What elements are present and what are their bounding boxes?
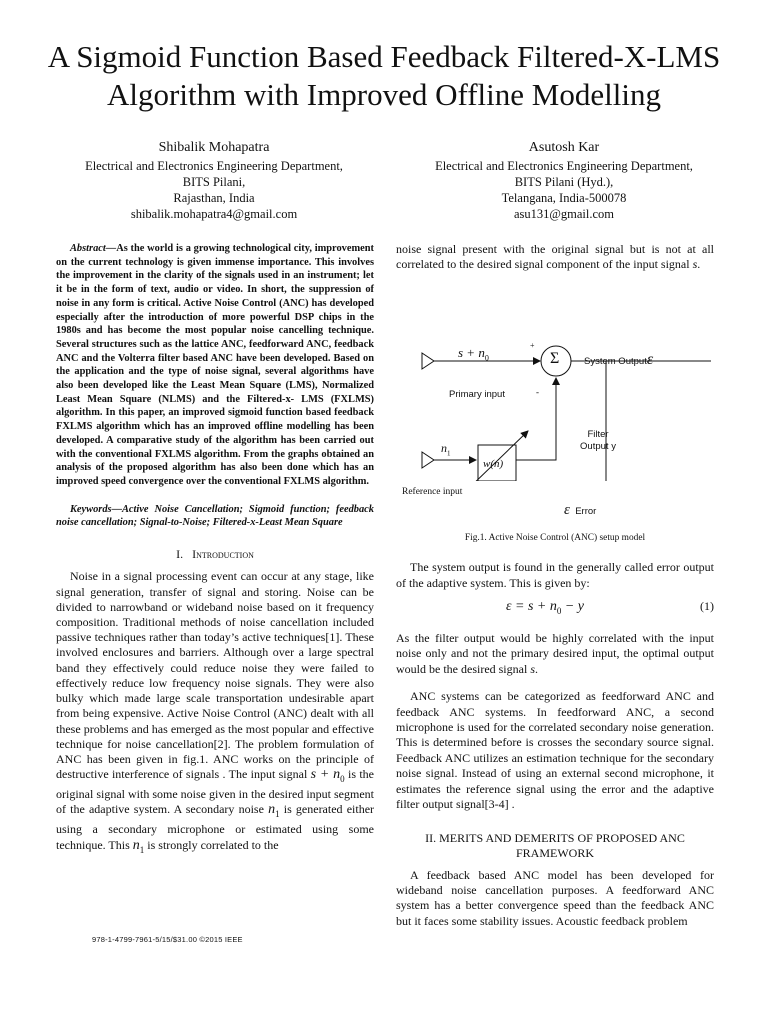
fig-filter-output-label <box>568 429 628 453</box>
section2-paragraph: A feedback based ANC model has been developed for wideband noise cancellation purposes. A feedforward ANC system has a better convergence speed than the feedback ANC but it faces some stability issues. Acoustic feedback problem <box>396 867 714 928</box>
fig-input-sub: 0 <box>484 353 489 363</box>
continuation-text: noise signal present with the original signal but is not at all correlated to the desired signal component of the input signal <box>396 242 714 272</box>
symbol-s: s <box>692 257 698 272</box>
symbol-n: n <box>268 802 276 818</box>
fig-input-text: s + n <box>458 344 485 360</box>
fig-filter-label: w(n) <box>483 457 504 470</box>
intro-text-d: is strongly correlated to the <box>147 837 279 852</box>
intro-text-a: Noise in a signal processing event can occur at any stage, like signal generation, transfer of signal and storing. Noise can be divided to narrowband or wideband noise based on it frequency composition. Traditional methods of noise cancellation included passive techniques rather than today’s active techniques[1]. These involved enclosures and barriers. Although over a large spectral band they effectively could reduce noise they were failed to effectively reduce low frequency noise signals. They were also bulky which made large scale transportation undesirable apart from being expensive. Active Noise Control (ANC) dealt with all these problems and has emerged as the most popular and effective technique for noise cancellation[2]. The problem formulation of ANC has been given in fig.1. ANC works on the principle of destructive interference of signals . The input signal <box>56 569 374 782</box>
author-block-1 <box>44 140 384 222</box>
author-email: asu131@gmail.com <box>513 207 615 221</box>
section2-title-line-2: FRAMEWORK <box>515 845 594 860</box>
author-name: Asutosh Kar <box>528 140 600 155</box>
filter-output-text: As the filter output would be highly correlated with the input noise only and not the primary desired input, the optimal output would be the desired signal <box>396 631 714 676</box>
subscript-one: 1 <box>139 844 145 855</box>
period: . <box>697 257 701 272</box>
figure-caption: Fig.1. Active Noise Control (ANC) setup model <box>464 532 646 543</box>
anc-block-diagram <box>396 281 714 518</box>
section-heading-2 <box>396 831 714 861</box>
author-dept: Electrical and Electronics Engineering Department, <box>435 159 693 173</box>
fig-n1-label <box>441 441 451 462</box>
title-line-1: A Sigmoid Function Based Feedback Filtered-X-LMS <box>47 39 721 74</box>
author-block-2 <box>394 140 734 222</box>
continuation-paragraph <box>396 242 714 273</box>
n1-text: n <box>441 440 447 455</box>
author-dept: Electrical and Electronics Engineering Department, <box>85 159 343 173</box>
epsilon-symbol: ε <box>564 501 570 518</box>
keywords: Keywords—Active Noise Cancellation; Sigmoid function; feedback noise cancellation; Signal-to-Noise; Filtered-x-Least Mean Square <box>56 503 374 529</box>
filter-output-line-1: Filter <box>587 428 609 440</box>
error-text: Error <box>575 505 597 517</box>
period: . <box>534 661 538 676</box>
author-inst: BITS Pilani (Hyd.), <box>514 175 614 189</box>
fig-input-label <box>458 345 489 366</box>
intro-paragraph <box>56 569 374 857</box>
filter-output-paragraph <box>396 631 714 677</box>
fig-reference-input-label: Reference input <box>402 486 463 497</box>
sigma-symbol: Σ <box>550 349 560 367</box>
fig-plus-sign: + <box>530 340 535 350</box>
intro-text-c: is generated either using a secondary microphone or estimated using some technique. This <box>56 802 375 852</box>
paper-title <box>20 38 748 114</box>
intro-text-b: is the original signal with some noise given in the desired input segment of the adaptive system. A secondary noise <box>56 767 374 817</box>
author-name: Shibalik Mohapatra <box>158 140 270 155</box>
equation-1 <box>396 599 714 621</box>
system-output-paragraph: The system output is found in the generally called error output of the adaptive system. This is given by: <box>396 560 714 590</box>
section-heading-1 <box>56 547 374 562</box>
symbol-s: s <box>530 661 535 676</box>
fig-error-label <box>564 503 596 519</box>
subscript-zero: 0 <box>340 773 345 784</box>
title-line-2: Algorithm with Improved Offline Modelling <box>107 77 661 112</box>
copyright-footer: 978-1-4799-7961-5/15/$31.00 ©2015 IEEE <box>92 935 243 944</box>
equation-rhs: − y <box>561 599 585 615</box>
n1-sub: 1 <box>447 449 451 458</box>
primary-input-source-icon <box>422 353 434 369</box>
author-location: Rajasthan, India <box>173 191 255 205</box>
equation-sub: 0 <box>556 605 562 616</box>
section2-title-line-1: II. MERITS AND DEMERITS OF PROPOSED ANC <box>425 830 685 845</box>
author-location: Telangana, India-500078 <box>501 191 627 205</box>
fig-minus-sign: - <box>536 386 539 397</box>
symbol-n: n <box>132 837 140 853</box>
abstract-text: As the world is a growing technological city, improvement on the current technology is given immense importance. This involves the improvement in the clarity of the signals used in an instrument; let it be in the form of text, audio or video. In short, the suppression of noise in any form is critical. Active Noise Control (ANC) has developed especially after the introduction of more powerful DSP chips in the 1980s and has become the most popular noise cancelling technique. Several structures such as the lattice ANC, feedforward ANC, feedback ANC and the Volterra filter based ANC have been developed. Based on the application and the type of noise signal, several algorithms have also been developed like the Least Mean Square (LMS), Normalized Least Mean Square (NLMS) and the Filtered-x- LMS (FXLMS) algorithm. In this paper, an improved sigmoid function based feedback FXLMS algorithm which has an improved offline modelling has been developed. A comparative study of the algorithm has been carried out with the conventional FXLMS algorithm. From the graphs obtained an analysis of the proposed algorithm has also been done which has an improved speed convergence over the conventional FXLMS algorithm. <box>56 243 374 487</box>
section-title: Introduction <box>192 547 254 562</box>
symbol-s-plus-n: s + n <box>310 767 341 783</box>
right-column <box>396 242 714 929</box>
equation-lhs: ε = s + n <box>506 599 557 615</box>
abstract <box>56 242 374 489</box>
anc-categories-paragraph: ANC systems can be categorized as feedforward ANC and feedback ANC systems. In feedforward ANC, a second microphone is used for the correlated secondary noise generation. This is determined before is crosses the secondary source signal. Feedback ANC utilizes an estimation technique for the secondary noise signal. Instead of using an external second microphone, it estimates the reference signal using the error and the adaptive filter output signal[3-4] . <box>396 689 714 812</box>
equation-number: (1) <box>700 599 714 614</box>
left-column <box>56 242 374 858</box>
equation-expression <box>506 599 584 619</box>
abstract-lead: Abstract— <box>70 243 117 254</box>
author-inst: BITS Pilani, <box>182 175 246 189</box>
fig-primary-input-label: Primary input <box>449 388 505 400</box>
system-output-text: System Output <box>584 355 647 367</box>
epsilon-symbol: ε <box>646 350 654 368</box>
reference-input-source-icon <box>422 452 434 468</box>
filter-output-line-2: Output y <box>580 440 616 452</box>
section-number: I. <box>176 547 184 562</box>
fig-system-output-label <box>584 352 653 369</box>
author-email: shibalik.mohapatra4@gmail.com <box>130 207 298 221</box>
subscript-one: 1 <box>275 809 280 820</box>
